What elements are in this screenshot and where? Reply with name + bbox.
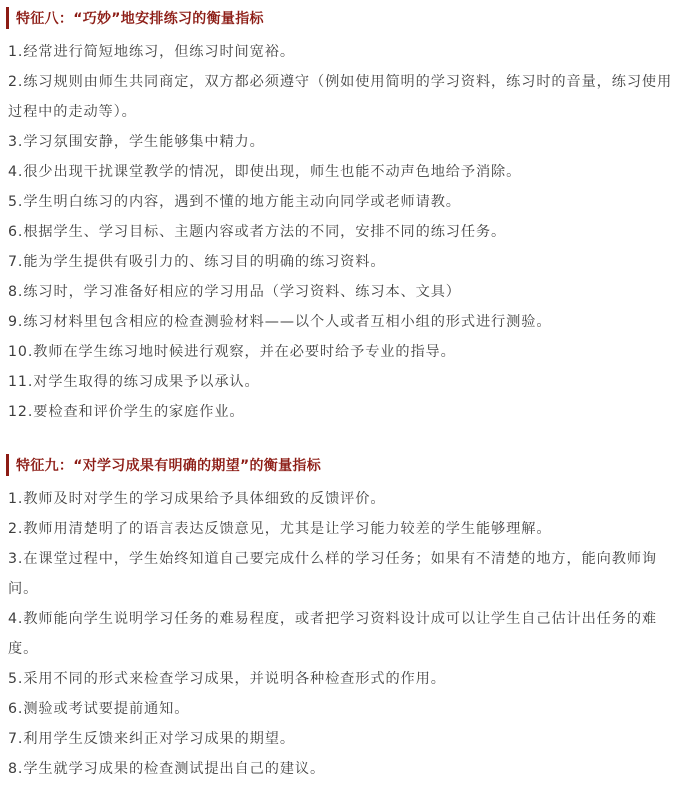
- list-item: 9.练习材料里包含相应的检查测验材料——以个人或者互相小组的形式进行测验。: [8, 314, 552, 330]
- list-item: 4.很少出现干扰课堂教学的情况，即使出现，师生也能不动声色地给予消除。: [8, 164, 522, 180]
- section-feature-9: [0, 454, 685, 784]
- section-spacer: [0, 427, 685, 447]
- list-item: 5.采用不同的形式来检查学习成果，并说明各种检查形式的作用。: [8, 671, 446, 687]
- list-item: 2.练习规则由师生共同商定，双方都必须遵守（例如使用简明的学习资料，练习时的音量，练习使用过程中的走动等）。: [8, 74, 673, 120]
- section-heading: 特征九：“对学习成果有明确的期望”的衡量指标: [6, 454, 679, 476]
- list-item: 1.教师及时对学生的学习成果给予具体细致的反馈评价。: [8, 491, 386, 507]
- list-item: 4.教师能向学生说明学习任务的难易程度，或者把学习资料设计成可以让学生自己估计出任务的难度。: [8, 611, 658, 657]
- list-item: 12.要检查和评价学生的家庭作业。: [8, 404, 245, 420]
- list-item: 3.在课堂过程中，学生始终知道自己要完成什么样的学习任务；如果有不清楚的地方，能向教师询问。: [8, 551, 658, 597]
- list-item: 6.根据学生、学习目标、主题内容或者方法的不同，安排不同的练习任务。: [8, 224, 507, 240]
- section-heading: 特征八：“巧妙”地安排练习的衡量指标: [6, 7, 679, 29]
- list-item: 10.教师在学生练习地时候进行观察，并在必要时给予专业的指导。: [8, 344, 456, 360]
- list-item: 5.学生明白练习的内容，遇到不懂的地方能主动向同学或老师请教。: [8, 194, 461, 210]
- list-item: 8.练习时，学习准备好相应的学习用品（学习资料、练习本、文具）: [8, 284, 461, 300]
- list-item: 7.能为学生提供有吸引力的、练习目的明确的练习资料。: [8, 254, 386, 270]
- list-item: 8.学生就学习成果的检查测试提出自己的建议。: [8, 761, 326, 777]
- list-item: 1.经常进行简短地练习，但练习时间宽裕。: [8, 44, 295, 60]
- list-item: 11.对学生取得的练习成果予以承认。: [8, 374, 260, 390]
- list-item: 6.测验或考试要提前通知。: [8, 701, 190, 717]
- section-feature-8: [0, 7, 685, 427]
- list-item: 3.学习氛围安静，学生能够集中精力。: [8, 134, 265, 150]
- list-item: 7.利用学生反馈来纠正对学习成果的期望。: [8, 731, 295, 747]
- list-item: 2.教师用清楚明了的语言表达反馈意见，尤其是让学习能力较差的学生能够理解。: [8, 521, 552, 537]
- article-page: [0, 7, 685, 787]
